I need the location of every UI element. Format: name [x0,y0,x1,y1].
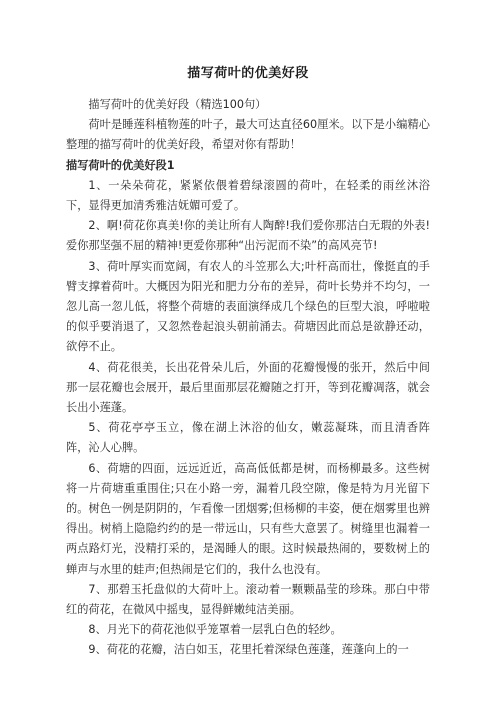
section-heading: 描写荷叶的优美好段1 [66,158,175,172]
list-item: 7、那碧玉托盘似的大荷叶上。滚动着一颗颗晶莹的珍珠。那白中带红的荷花，在微风中摇曳，显得鲜嫩纯洁美丽。 [66,582,430,617]
subtitle-paragraph: 描写荷叶的优美好段（精选100句） [88,98,267,111]
list-item: 8、月光下的荷花池似乎笼罩着一层乳白色的轻纱。 [88,623,342,637]
list-item: 3、荷叶厚实而宽阔，有农人的斗笠那么大;叶杆高而壮，像挺直的手臂支撑着荷叶。大概因为阳光和肥力分布的差异，荷叶长势并不均匀，一忽儿高一忽儿低，将整个荷塘的表面演绎成几个绿色的巨型大浪，呼啦啦的似乎要消退了，又忽然卷起浪头朝前涌去。荷塘因此而总是欲静还动，欲停不止。 [66,259,430,354]
list-item: 6、荷塘的四面，远远近近，高高低低都是树，而杨柳最多。这些树将一片荷塘重重围住;只在小路一旁，漏着几段空隙，像是特为月光留下的。树色一例是阴阴的，乍看像一团烟雾;但杨柳的丰姿，便在烟雾里也辨得出。树梢上隐隐约约的是一带远山，只有些大意罢了。树缝里也漏着一两点路灯光，没精打采的，是渴睡人的眼。这时候最热闹的，要数树上的蝉声与水里的蛙声;但热闹是它们的，我什么也没有。 [66,461,430,576]
list-item: 2、啊!荷花你真美!你的美让所有人陶醉!我们爱你那洁白无瑕的外表!爱你那坚强不屈的精神!更爱你那种“出污泥而不染”的高风亮节! [66,219,430,253]
list-item: 1、一朵朵荷花，紧紧依偎着碧绿滚圆的荷叶，在轻柔的雨丝沐浴下，显得更加清秀雅洁妩媚可爱了。 [66,178,430,213]
intro-paragraph: 荷叶是睡莲科植物莲的叶子，最大可达直径60厘米。以下是小编精心整理的描写荷叶的优美好段，希望对你有帮助！ [66,118,430,152]
list-item: 5、荷花亭亭玉立，像在湖上沐浴的仙女，嫩蕊凝珠，而且清香阵阵，沁人心脾。 [66,421,430,455]
list-item: 9、荷花的花瓣，洁白如玉，花里托着深绿色莲蓬，莲蓬向上的一 [88,643,409,657]
document-title: 描写荷叶的优美好段 [187,66,309,81]
list-item: 4、荷花很美，长出花骨朵儿后，外面的花瓣慢慢的张开，然后中间那一层花瓣也会展开，最后里面那层花瓣随之打开，等到花瓣凋落，就会长出小莲蓬。 [66,360,430,415]
